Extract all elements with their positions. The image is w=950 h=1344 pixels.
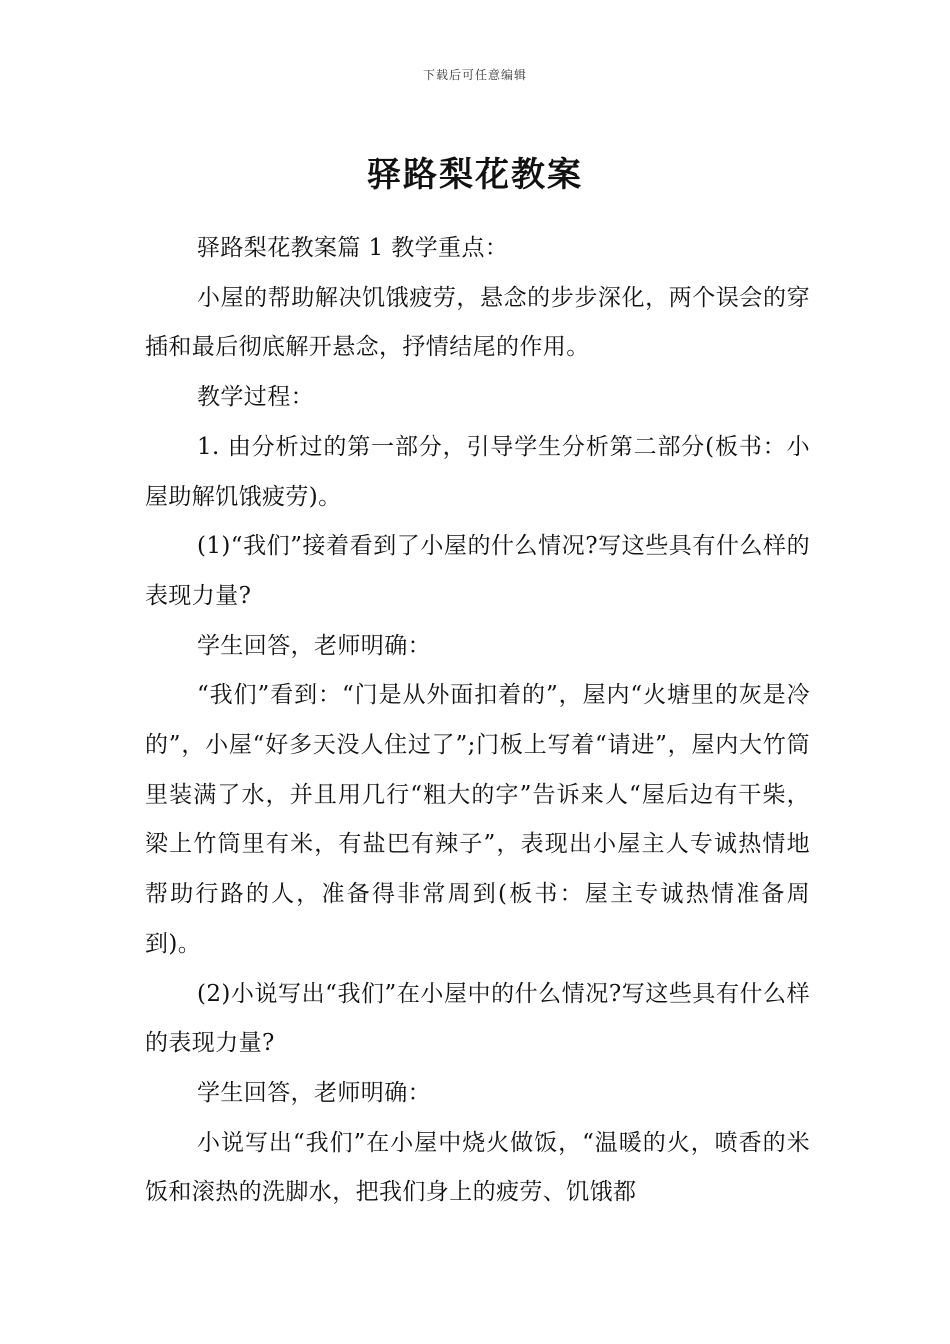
paragraph-1: 驿路梨花教案篇 1 教学重点： <box>197 235 509 261</box>
document-body <box>145 224 810 1218</box>
document-title: 驿路梨花教案 <box>367 154 583 195</box>
paragraph-4: 1. 由分析过的第一部分，引导学生分析第二部分(板书：小屋助解饥饿疲劳)。 <box>145 433 810 510</box>
paragraph-7: “我们”看到：“门是从外面扣着的”，屋内“火塘里的灰是冷的”，小屋“好多天没人住过了”;门板上写着“请进”，屋内大竹筒里装满了水，并且用几行“粗大的字”告诉来人“屋后边有干柴，梁上竹筒里有米，有盐巴有辣子”，表现出小屋主人专诚热情地帮助行路的人，准备得非常周到(板书：屋主专诚热情准备周到)。 <box>145 682 810 957</box>
paragraph-5: (1)“我们”接着看到了小屋的什么情况?写这些具有什么样的表现力量? <box>145 533 810 609</box>
paragraph-2: 小屋的帮助解决饥饿疲劳，悬念的步步深化，两个误会的穿插和最后彻底解开悬念，抒情结尾的作用。 <box>145 284 810 361</box>
paragraph-3: 教学过程： <box>197 384 314 411</box>
paragraph-9: 学生回答，老师明确： <box>197 1079 431 1106</box>
paragraph-8: (2)小说写出“我们”在小屋中的什么情况?写这些具有什么样的表现力量? <box>145 980 810 1057</box>
paragraph-6: 学生回答，老师明确： <box>197 632 431 659</box>
paragraph-10: 小说写出“我们”在小屋中烧火做饭，“温暖的火，喷香的米饭和滚热的洗脚水，把我们身上的疲劳、饥饿都 <box>145 1129 810 1206</box>
header-note: 下载后可任意编辑 <box>422 68 527 82</box>
